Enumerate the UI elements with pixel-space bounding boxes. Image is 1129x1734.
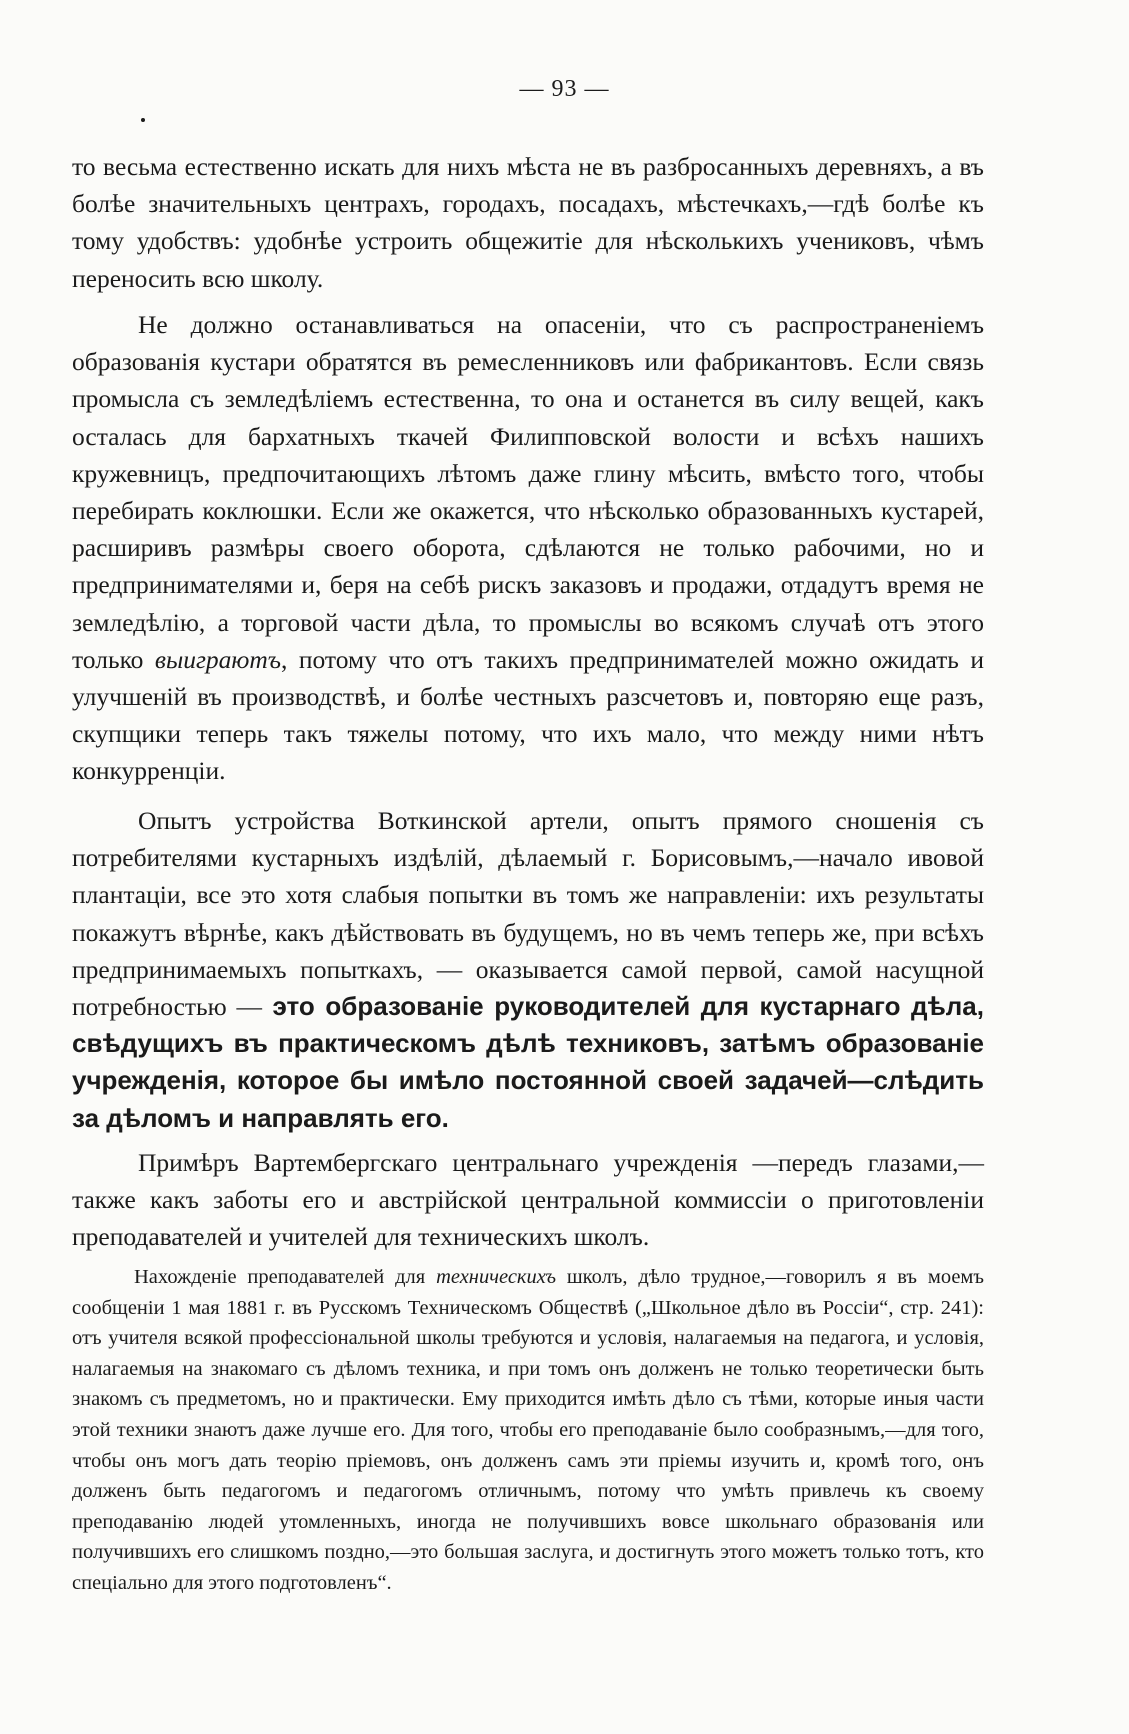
- footnote-text: [72, 1262, 984, 1599]
- print-speck: [141, 118, 145, 122]
- paragraph-2-part-1: Не должно останавливаться на опасеніи, что съ распространеніемъ образованія кустари обратятся въ ремесленниковъ или фабрикантовъ. Если связь промысла съ земледѣліемъ естественна, то она и останется въ силу вещей, какъ осталась для бархатныхъ ткачей Филипповской волости и всѣхъ нашихъ кружевницъ, предпочитающихъ лѣтомъ даже глину мѣсить, вмѣсто того, чтобы перебирать коклюшки. Если же окажется, что нѣсколько образованныхъ кустарей, расширивъ размѣры своего оборота, сдѣлаются не только рабочими, но и предпринимателями и, беря на себѣ рискъ заказовъ и продажи, отдадутъ время не земледѣлію, а торговой части дѣла, то промыслы во всякомъ случаѣ отъ этого только: [72, 310, 984, 674]
- paragraph-4-text: Примѣръ Вартембергскаго центральнаго учрежденія —передъ глазами,— также какъ заботы его и австрійской центральной коммиссіи о приготовленіи преподавателей и учителей для техническихъ школъ.: [72, 1148, 984, 1252]
- footnote-part-2: школъ, дѣло трудное,—говорилъ я въ моемъ сообщеніи 1 мая 1881 г. въ Русскомъ Техническомъ Обществѣ („Школьное дѣло въ Россіи“, стр. 241): отъ учителя всякой профессіональной школы требуются и условія, налагаемыя на педагога, и условія, налагаемыя на знакомаго съ дѣломъ техника, и при томъ онъ долженъ не только теоретически быть знакомъ съ предметомъ, но и практически. Ему приходится имѣть дѣло съ тѣми, которые иныя части этой техники знаютъ даже лучше его. Для того, чтобы его преподаваніе было сообразнымъ,—для того, чтобы онъ могъ дать теорію пріемовъ, онъ долженъ самъ эти пріемы изучить и, кромѣ того, онъ долженъ быть педагогомъ и педагогомъ отличнымъ, потому что умѣть привлечь къ своему преподаванію людей утомленныхъ, иногда не получившихъ вовсе школьнаго образованія или получившихъ его слишкомъ поздно,—это большая заслуга, и достигнуть этого можетъ только тотъ, кто спеціально для этого подготовленъ“.: [72, 1266, 984, 1594]
- paragraph-1-text: то весьма естественно искать для нихъ мѣста не въ разбросанныхъ деревняхъ, а въ болѣе значительныхъ центрахъ, городахъ, посадахъ, мѣстечкахъ,—гдѣ болѣе къ тому удобствъ: удобнѣе устроить общежитіе для нѣсколькихъ учениковъ, чѣмъ переносить всю школу.: [72, 152, 984, 293]
- paragraph-2-text: [72, 306, 984, 790]
- paragraph-3: [72, 802, 984, 1137]
- paragraph-2-emphasis: выиграютъ: [154, 644, 282, 674]
- paragraph-2-part-2: , потому что отъ такихъ предпринимателей можно ожидать и улучшеній въ производствѣ, и болѣе честныхъ разсчетовъ и, повторяю еще разъ, скупщики теперь такъ тяжелы потому, что ихъ мало, что между ними нѣтъ конкурренціи.: [72, 644, 985, 786]
- paragraph-1: [72, 148, 984, 297]
- page-number: — 93 —: [519, 76, 610, 102]
- paragraph-4: [72, 1144, 984, 1256]
- footnote-part-1: Нахожденіе преподавателей для: [134, 1266, 426, 1288]
- paragraph-3-bold: это образованіе руководителей для кустарнаго дѣла, свѣдущихъ въ практическомъ дѣлѣ техниковъ, затѣмъ образованіе учрежденія, которое бы имѣло постоянной своей задачей—слѣдить за дѣломъ и направлять его.: [72, 991, 984, 1133]
- paragraph-3-text: [72, 802, 984, 1137]
- paragraph-3-plain: Опытъ устройства Воткинской артели, опытъ прямого сношенія съ потребителями кустарныхъ издѣлій, дѣлаемый г. Борисовымъ,—начало ивовой плантаціи, все это хотя слабыя попытки въ томъ же направленіи: ихъ результаты покажутъ вѣрнѣе, какъ дѣйствовать въ будущемъ, но въ чемъ теперь же, при всѣхъ предпринимаемыхъ попыткахъ, — оказывается самой первой, самой насущной потребностью —: [72, 806, 984, 1022]
- paragraph-2: [72, 306, 984, 790]
- footnote-emphasis: техническихъ: [436, 1266, 557, 1288]
- footnote: [72, 1262, 984, 1599]
